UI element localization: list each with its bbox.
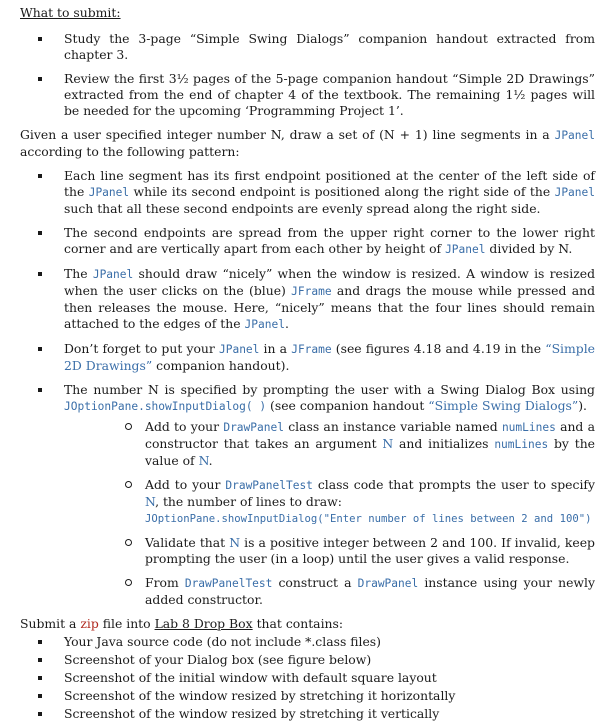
list-item: The number N is specified by prompting the user with a Swing Dialog Box using JOptionPane.showInputDialog( ) (see companion handout “Simple Swing Dialogs”). Add to your DrawPanel class an instance variable named numLines and a constructor that takes an argument N and initializes numLines by the value of N. Add to your DrawPanelTest class code that prompts the user to specify N, the number of lines to draw: JOptionPane.showInputDialog("Enter number of lines between 2 and 100") Validate that N is a positive integer between 2 and 100. If invalid, keep prompting the user (in a loop) until the user gives a valid response. From DrawPanelTest construct a DrawPanel instance using your newly added constructor. <box>20 382 595 608</box>
sub-list-item: Add to your DrawPanel class an instance variable named numLines and a constructor that takes an argument N and initializes numLines by the value of N. <box>64 419 595 469</box>
submit-paragraph: Submit a zip file into Lab 8 Drop Box that contains: <box>20 616 344 631</box>
list-item: Screenshot of the window resized by stretching it vertically <box>20 706 595 722</box>
list-item: Each line segment has its first endpoint positioned at the center of the left side of the JPanel while its second endpoint is positioned along the right side of the JPanel such that all these second endpoints are evenly spread along the right side. <box>20 168 595 217</box>
sub-list-item: From DrawPanelTest construct a DrawPanel instance using your newly added constructor. <box>64 575 595 608</box>
intro-list <box>20 31 595 119</box>
list-item: Review the first 3½ pages of the 5-page companion handout “Simple 2D Drawings” extracted from the end of chapter 4 of the textbook. The remaining 1½ pages will be needed for the upcoming ‘Programming Project 1’. <box>20 71 595 119</box>
sub-list-item: Add to your DrawPanelTest class code that prompts the user to specify N, the number of lines to draw: JOptionPane.showInputDialog("Enter number of lines between 2 and 100") <box>64 477 595 527</box>
list-item: Screenshot of the window resized by stretching it horizontally <box>20 688 595 704</box>
code-sample: JOptionPane.showInputDialog("Enter number of lines between 2 and 100") <box>145 513 592 525</box>
given-paragraph: Given a user specified integer number N, draw a set of (N + 1) line segments in a JPanel according to the following pattern: <box>20 127 595 159</box>
list-item: The second endpoints are spread from the upper right corner to the lower right corner and are vertically apart from each other by height of JPanel divided by N. <box>20 225 595 258</box>
list-item: Your Java source code (do not include *.class files) <box>20 634 595 650</box>
drop-box-link[interactable]: Lab 8 Drop Box <box>154 616 253 631</box>
list-item: The JPanel should draw “nicely” when the window is resized. A window is resized when the user clicks on the (blue) JFrame and drags the mouse while pressed and then releases the mouse. Here, “nicely” means that the four lines should remain attached to the edges of the JPanel. <box>20 266 595 333</box>
pattern-list <box>20 168 595 608</box>
submit-list <box>20 634 595 722</box>
sub-list <box>64 419 595 608</box>
section-title: What to submit: <box>20 5 121 20</box>
handout-link[interactable]: “Simple Swing Dialogs” <box>428 398 579 413</box>
list-item: Study the 3-page “Simple Swing Dialogs” companion handout extracted from chapter 3. <box>20 31 595 63</box>
list-item: Screenshot of the initial window with default square layout <box>20 670 595 686</box>
handout-link[interactable]: “Simple 2D Drawings” <box>64 341 595 373</box>
sub-list-item: Validate that N is a positive integer between 2 and 100. If invalid, keep prompting the user (in a loop) until the user gives a valid response. <box>64 535 595 567</box>
list-item: Screenshot of your Dialog box (see figure below) <box>20 652 595 668</box>
list-item: Don’t forget to put your JPanel in a JFrame (see figures 4.18 and 4.19 in the “Simple 2D Drawings” companion handout). <box>20 341 595 374</box>
